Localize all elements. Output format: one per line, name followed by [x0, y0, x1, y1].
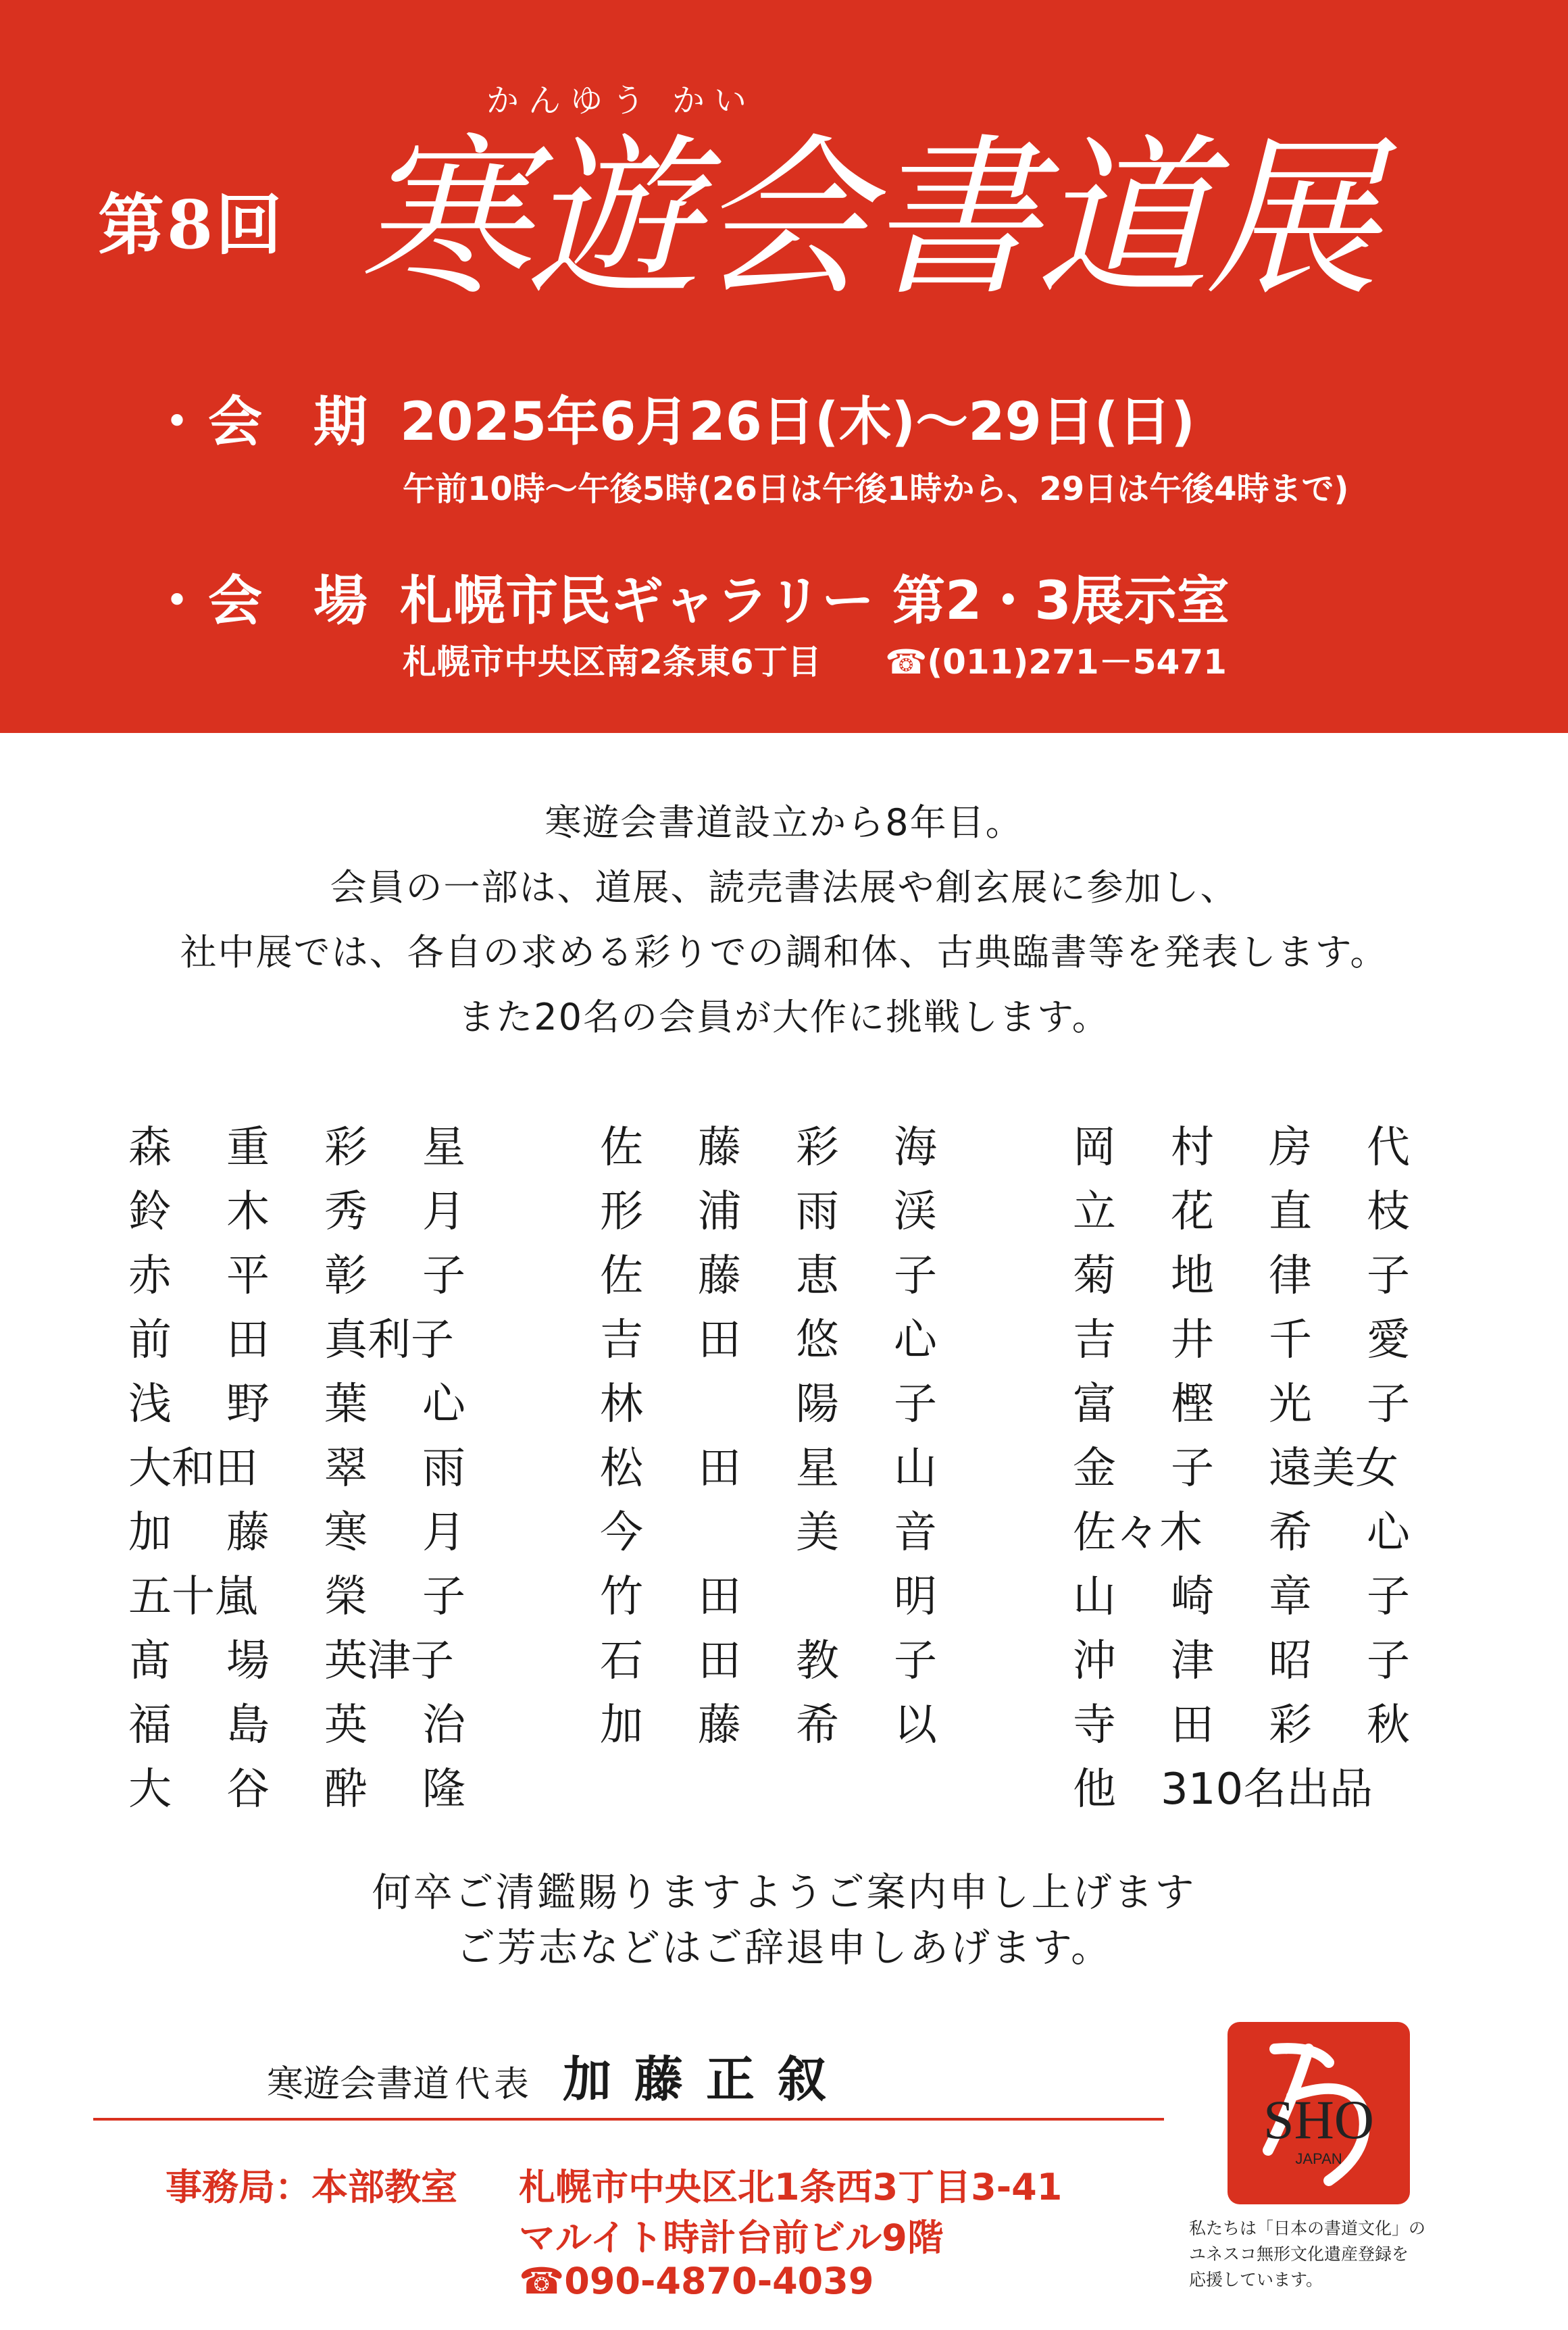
member-name-part: 子 [1367, 1379, 1410, 1429]
member-name-part: 松 [600, 1443, 643, 1494]
member-name-part: 金 [1073, 1443, 1116, 1494]
others-count-text: 310名出品 [1161, 1764, 1373, 1815]
member-name-part: 形 [600, 1186, 643, 1237]
member-name [128, 1175, 520, 1240]
member-name-part: 浦 [698, 1186, 741, 1237]
member-name-part: 藤 [698, 1122, 741, 1173]
member-name-part: 秀 [324, 1186, 368, 1237]
member-name-part: 恵 [796, 1250, 839, 1301]
rep-name: 加藤正叙 [563, 2051, 850, 2108]
member-name-part: 愛 [1367, 1315, 1410, 1365]
member-name-part: 直 [1269, 1186, 1312, 1237]
member-name-part: 彩 [324, 1122, 368, 1173]
member-name-part: 加 [600, 1700, 643, 1750]
member-name-part: 秋 [1367, 1700, 1410, 1750]
member-name-part: 五十嵐 [128, 1571, 258, 1622]
member-name-part: 沖 [1073, 1636, 1116, 1686]
member-name [600, 1496, 992, 1561]
member-name [1073, 1625, 1465, 1689]
member-name [128, 1304, 520, 1368]
member-name [1073, 1111, 1465, 1175]
member-name [128, 1496, 520, 1561]
sho-japan-logo [1228, 2022, 1410, 2204]
member-name-part: 重 [226, 1122, 270, 1173]
rep-org: 寒遊会書道 [267, 2062, 449, 2105]
member-name-part: 彩 [796, 1122, 839, 1173]
intro-text [0, 790, 1568, 1050]
period-dates: 2025年6月26日(木)～29日(日) [400, 392, 1196, 453]
member-name-part: 心 [1367, 1507, 1410, 1558]
member-name-part: 今 [600, 1507, 643, 1558]
member-name-part: 佐 [600, 1250, 643, 1301]
logo-caption [1189, 2216, 1459, 2293]
header-banner [0, 0, 1568, 733]
member-name-part: 赤 [128, 1250, 172, 1301]
member-name [1073, 1240, 1465, 1304]
member-name [1073, 1304, 1465, 1368]
member-name-part: 富 [1073, 1379, 1116, 1429]
venue-name: 札幌市民ギャラリー 第2・3展示室 [400, 571, 1230, 632]
member-column-2 [600, 1111, 992, 1753]
member-name-part: 隆 [422, 1764, 465, 1815]
member-name [600, 1304, 992, 1368]
member-name-part: 島 [226, 1700, 270, 1750]
member-name-part: 藤 [698, 1700, 741, 1750]
member-column-1 [128, 1111, 520, 1817]
member-name-part: 房 [1269, 1122, 1312, 1173]
member-name-part: 大和田 [128, 1443, 258, 1494]
member-name-part: 月 [422, 1186, 465, 1237]
venue-address: 札幌市中央区南2条東6丁目 [403, 642, 821, 682]
member-name-part: 平 [226, 1250, 270, 1301]
office-phone: ☎090-4870-4039 [519, 2260, 874, 2302]
member-name [128, 1111, 520, 1175]
rep-title: 代表 [455, 2065, 534, 2105]
member-name-part: 竹 [600, 1571, 643, 1622]
representative [267, 2040, 849, 2110]
member-name [600, 1432, 992, 1496]
edition-label: 第8回 [98, 186, 285, 264]
member-name-part: 藤 [698, 1250, 741, 1301]
member-name-part: 山 [1073, 1571, 1116, 1622]
member-name [600, 1175, 992, 1240]
member-name-part: 榮 [324, 1571, 368, 1622]
intro-line: 社中展では、各自の求める彩りでの調和体、古典臨書等を発表します。 [180, 931, 1388, 973]
member-name [600, 1625, 992, 1689]
member-name-part: 岡 [1073, 1122, 1116, 1173]
member-name-part: 子 [894, 1250, 937, 1301]
member-name-part: 田 [1171, 1700, 1214, 1750]
office-label: 事務局：本部教室 [166, 2166, 457, 2208]
member-name-part: 希 [1269, 1507, 1312, 1558]
member-name-part: 菊 [1073, 1250, 1116, 1301]
member-name-part: 場 [226, 1636, 270, 1686]
member-name [600, 1111, 992, 1175]
title-furigana-1: かんゆう [486, 82, 655, 120]
member-name-part: 昭 [1269, 1636, 1312, 1686]
member-name-part: 教 [796, 1636, 839, 1686]
intro-line: また20名の会員が大作に挑戦します。 [458, 996, 1110, 1038]
member-name [600, 1689, 992, 1753]
member-name-part: 田 [226, 1315, 270, 1365]
member-name-part: 大 [128, 1764, 172, 1815]
member-name-part: 彰 [324, 1250, 368, 1301]
member-name [600, 1368, 992, 1432]
member-name-part: 福 [128, 1700, 172, 1750]
member-name [1073, 1496, 1465, 1561]
closing-line: ご芳志などはご辞退申しあげます。 [455, 1925, 1113, 1971]
member-name-part: 吉 [600, 1315, 643, 1365]
member-name-part: 津 [1171, 1636, 1214, 1686]
member-name-part: 星 [422, 1122, 465, 1173]
member-name-part: 明 [894, 1571, 937, 1622]
member-name [1073, 1368, 1465, 1432]
member-name [128, 1689, 520, 1753]
logo-caption-line: 応援しています。 [1189, 2270, 1323, 2289]
member-name-part: 子 [1367, 1250, 1410, 1301]
logo-caption-line: ユネスコ無形文化遺産登録を [1189, 2244, 1409, 2264]
member-name-part: 子 [422, 1250, 465, 1301]
member-name [128, 1368, 520, 1432]
member-name-part: 寒 [324, 1507, 368, 1558]
member-name-part: 野 [226, 1379, 270, 1429]
member-name-part: 治 [422, 1700, 465, 1750]
member-name-part: 心 [894, 1315, 937, 1365]
others-prefix: 他 [1073, 1764, 1116, 1815]
member-name [128, 1753, 520, 1817]
member-name-part: 英 [324, 1700, 368, 1750]
exhibition-title: 寒遊会書道展 [358, 119, 1375, 320]
member-name-part: 花 [1171, 1186, 1214, 1237]
member-name-part: 加 [128, 1507, 172, 1558]
member-name [1073, 1175, 1465, 1240]
member-name-part: 音 [894, 1507, 937, 1558]
logo-caption-line: 私たちは「日本の書道文化」の [1189, 2219, 1426, 2238]
member-column-3 [1073, 1111, 1465, 1817]
member-name-part: 前 [128, 1315, 172, 1365]
member-name [600, 1240, 992, 1304]
member-name-part: 希 [796, 1700, 839, 1750]
member-name-part: 崎 [1171, 1571, 1214, 1622]
member-name-part: 章 [1269, 1571, 1312, 1622]
venue-phone: ☎(011)271－5471 [885, 642, 1227, 682]
member-name [1073, 1561, 1465, 1625]
member-name-part: 真利子 [324, 1315, 454, 1365]
member-name-part: 林 [600, 1379, 643, 1429]
member-name [128, 1561, 520, 1625]
member-name-part: 寺 [1073, 1700, 1116, 1750]
member-name-part: 田 [698, 1636, 741, 1686]
period-label: ・会 期 [150, 390, 372, 453]
member-name-part: 美 [796, 1507, 839, 1558]
closing-line: 何卒ご清鑑賜りますようご案内申し上げます [372, 1869, 1196, 1915]
member-name-part: 村 [1171, 1122, 1214, 1173]
member-name-part: 子 [894, 1379, 937, 1429]
member-name-part: 谷 [226, 1764, 270, 1815]
member-name-part: 雨 [796, 1186, 839, 1237]
member-name-part: 月 [422, 1507, 465, 1558]
member-name-part: 子 [1367, 1636, 1410, 1686]
member-name-part: 子 [422, 1571, 465, 1622]
intro-line: 寒遊会書道設立から8年目。 [545, 801, 1023, 844]
member-name-part: 石 [600, 1636, 643, 1686]
divider-line [93, 2118, 1164, 2121]
member-name-part: 子 [1171, 1443, 1214, 1494]
member-name-part: 彩 [1269, 1700, 1312, 1750]
member-name [128, 1240, 520, 1304]
member-name-part: 星 [796, 1443, 839, 1494]
member-name [1073, 1432, 1465, 1496]
member-name [128, 1625, 520, 1689]
member-name [1073, 1689, 1465, 1753]
member-name-part: 樫 [1171, 1379, 1214, 1429]
member-name-part: 子 [1367, 1571, 1410, 1622]
member-name [128, 1432, 520, 1496]
member-name-part: 木 [226, 1186, 270, 1237]
member-name-part: 律 [1269, 1250, 1312, 1301]
venue-label: ・会 場 [150, 569, 372, 632]
member-name-part: 藤 [226, 1507, 270, 1558]
member-name-part: 酔 [324, 1764, 368, 1815]
office-address-1: 札幌市中央区北1条西3丁目3-41 [519, 2166, 1063, 2208]
member-name-part: 浅 [128, 1379, 172, 1429]
member-name-part: 佐々木 [1073, 1507, 1203, 1558]
member-name-part: 田 [698, 1571, 741, 1622]
member-name-part: 渓 [894, 1186, 937, 1237]
office-address-2: マルイト時計台前ビル9階 [519, 2217, 944, 2259]
member-name-part: 心 [422, 1379, 465, 1429]
member-name-part: 鈴 [128, 1186, 172, 1237]
member-name-part: 田 [698, 1443, 741, 1494]
member-name-part: 井 [1171, 1315, 1214, 1365]
logo-subtext: JAPAN [1295, 2150, 1342, 2167]
member-name-part: 田 [698, 1315, 741, 1365]
member-name-part: 地 [1171, 1250, 1214, 1301]
member-name-part: 翠 [324, 1443, 368, 1494]
member-name-part: 佐 [600, 1122, 643, 1173]
member-name-part: 千 [1269, 1315, 1312, 1365]
member-name-part: 山 [894, 1443, 937, 1494]
member-name-part: 吉 [1073, 1315, 1116, 1365]
member-name-part: 代 [1367, 1122, 1410, 1173]
logo-text: SHO [1263, 2089, 1375, 2150]
closing-text [0, 1865, 1568, 1975]
member-name-part: 枝 [1367, 1186, 1410, 1237]
member-name-part: 英津子 [324, 1636, 454, 1686]
period-hours: 午前10時～午後5時(26日は午後1時から、29日は午後4時まで) [403, 470, 1349, 508]
member-name-part: 雨 [422, 1443, 465, 1494]
member-name-part: 海 [894, 1122, 937, 1173]
member-name-part: 森 [128, 1122, 172, 1173]
member-name-part: 子 [894, 1636, 937, 1686]
member-name-part: 陽 [796, 1379, 839, 1429]
member-name [600, 1561, 992, 1625]
member-name-part: 立 [1073, 1186, 1116, 1237]
others-count [1073, 1753, 1465, 1817]
member-name-part: 遠美女 [1269, 1443, 1398, 1494]
member-name-part: 光 [1269, 1379, 1312, 1429]
intro-line: 会員の一部は、道展、読売書法展や創玄展に参加し、 [330, 866, 1238, 909]
title-furigana-2: かい [672, 82, 757, 120]
member-name-part: 以 [894, 1700, 937, 1750]
member-name-part: 悠 [796, 1315, 839, 1365]
member-name-part: 葉 [324, 1379, 368, 1429]
member-name-part: 髙 [128, 1636, 172, 1686]
